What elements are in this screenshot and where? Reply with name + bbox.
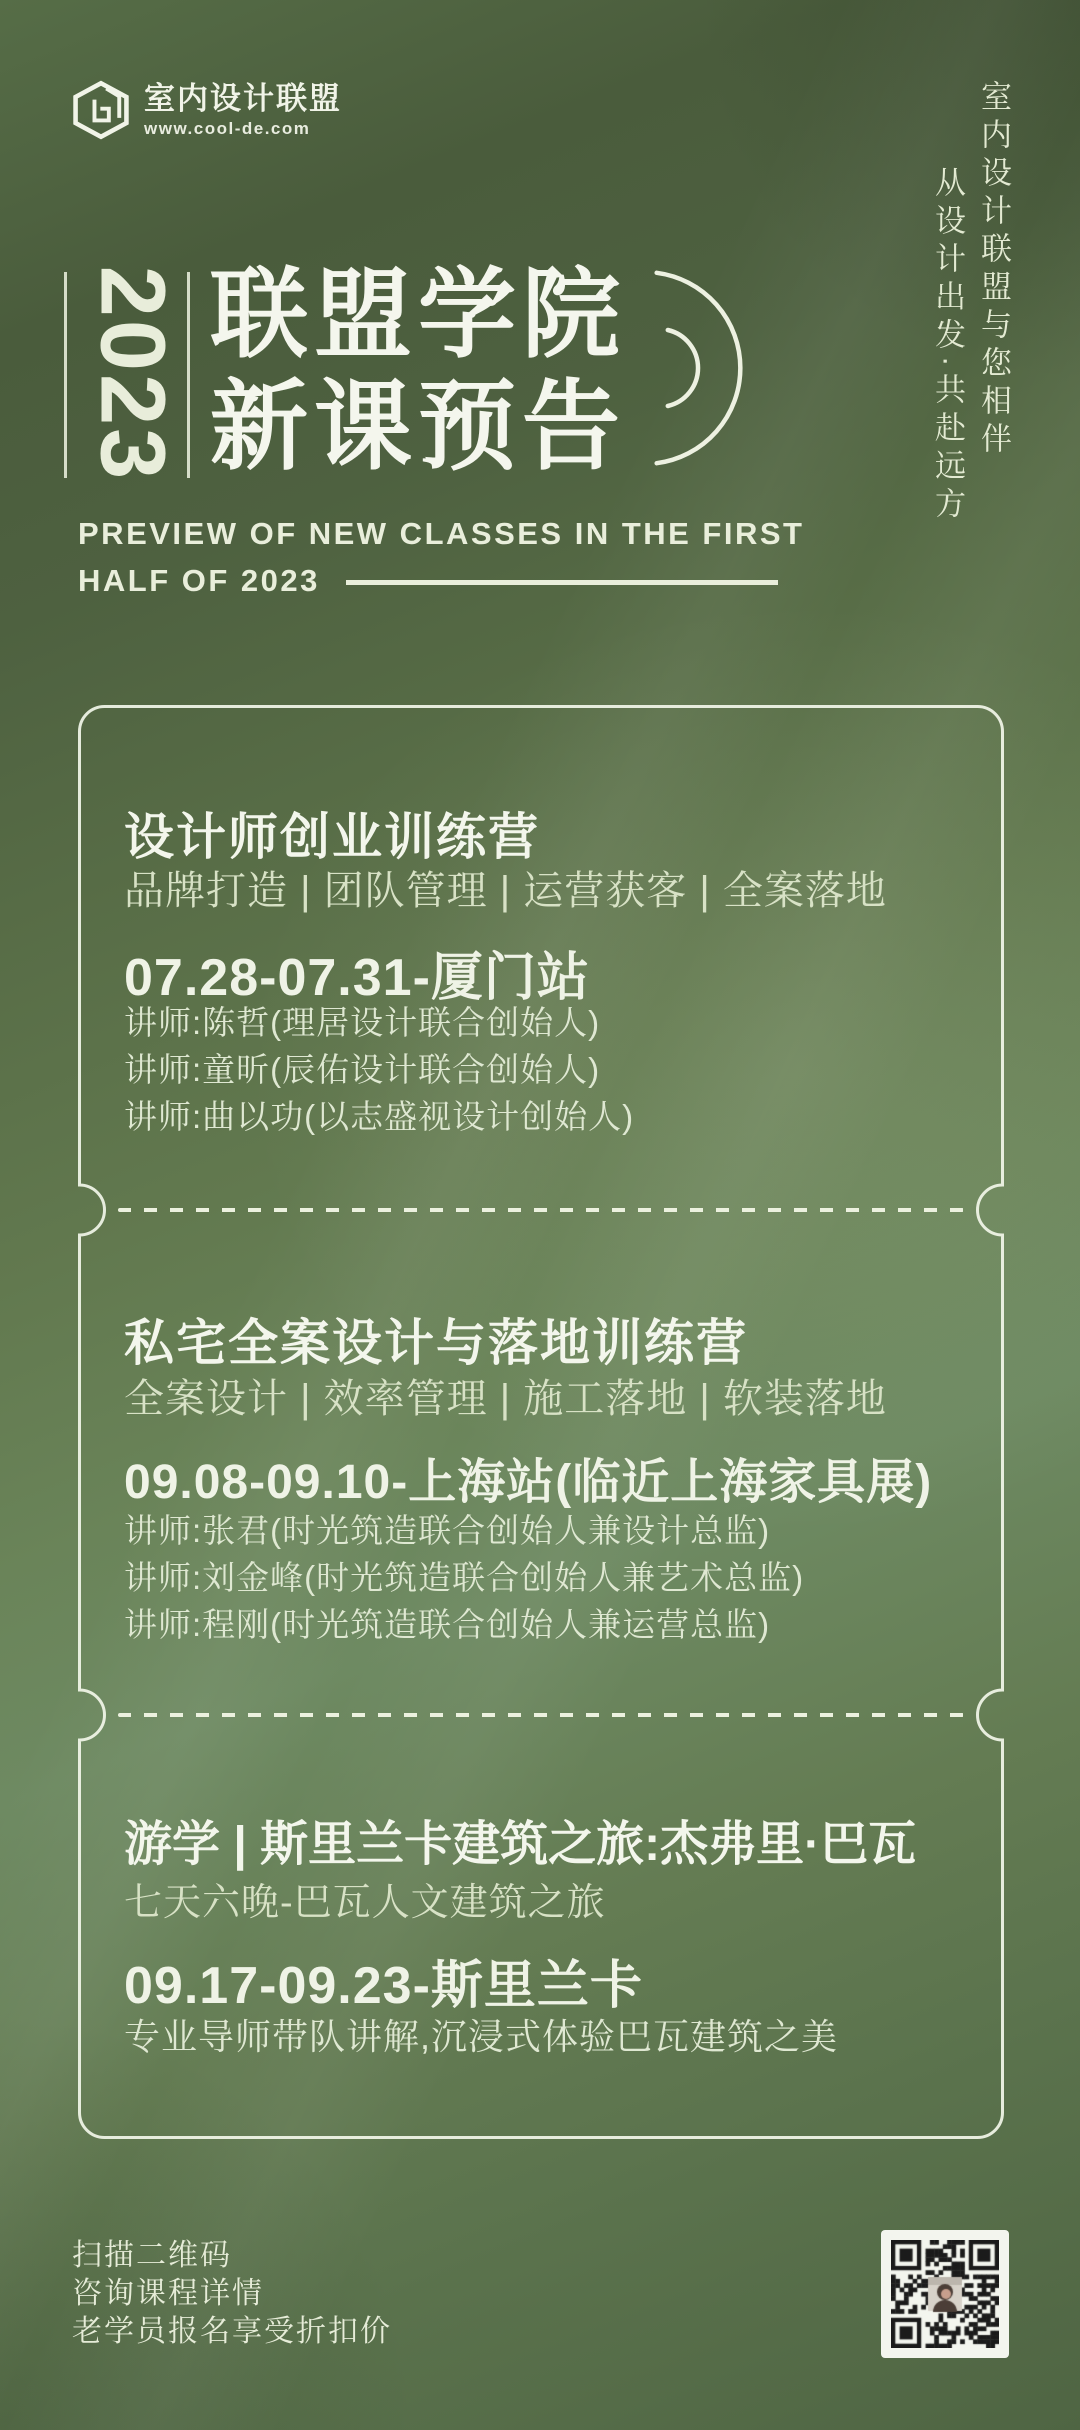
course-1-schedule: 07.28-07.31-厦门站	[124, 949, 590, 1007]
course-1-lecturers	[124, 999, 634, 1140]
course-3-title: 游学 | 斯里兰卡建筑之旅:杰弗里·巴瓦	[124, 1818, 917, 1871]
poster-title-line2: 新课预告	[210, 371, 627, 481]
ticket-dashed-divider	[118, 1713, 964, 1717]
course-3-tags: 七天六晚-巴瓦人文建筑之旅	[124, 1882, 606, 1924]
year-label-wrap	[76, 265, 188, 483]
lecturer-line: 讲师:陈哲(理居设计联合创始人)	[124, 1004, 601, 1041]
footer-text-block	[72, 2237, 392, 2351]
ticket-dashed-divider	[118, 1208, 964, 1212]
footer-line: 咨询课程详情	[72, 2277, 264, 2310]
year-divider-left	[64, 272, 67, 478]
course-card	[78, 705, 1004, 2139]
crescent-moon-icon	[545, 256, 750, 491]
course-2-schedule: 09.08-09.10-上海站(临近上海家具展)	[124, 1456, 933, 1509]
cube-logo-icon	[68, 80, 134, 140]
course-2-title: 私宅全案设计与落地训练营	[124, 1315, 748, 1371]
year-divider-right	[187, 272, 190, 478]
vertical-slogan-primary: 室内设计联盟与您相伴	[976, 80, 1011, 460]
poster-subtitle-line1: PREVIEW OF NEW CLASSES IN THE FIRST	[78, 516, 805, 551]
brand-text-block	[144, 82, 342, 139]
brand-logo	[68, 80, 342, 140]
subtitle-rule-line	[346, 580, 778, 585]
lecturer-line: 讲师:童昕(辰佑设计联合创始人)	[124, 1051, 601, 1088]
lecturer-line: 讲师:曲以功(以志盛视设计创始人)	[124, 1098, 635, 1135]
brand-name: 室内设计联盟	[144, 80, 342, 116]
brand-url: www.cool-de.com	[144, 118, 311, 138]
footer-line: 老学员报名享受折扣价	[72, 2315, 392, 2348]
poster-subtitle	[78, 510, 804, 604]
vertical-slogan-secondary: 从设计出发·共赴远方	[930, 166, 965, 526]
course-3-note: 专业导师带队讲解,沉浸式体验巴瓦建筑之美	[124, 2016, 839, 2057]
course-2-lecturers	[124, 1507, 804, 1648]
course-1-title: 设计师创业训练营	[124, 809, 540, 865]
course-2-tags: 全案设计 | 效率管理 | 施工落地 | 软装落地	[124, 1377, 887, 1421]
year-label: 2023	[81, 265, 184, 483]
course-1-tags: 品牌打造 | 团队管理 | 运营获客 | 全案落地	[124, 869, 887, 913]
lecturer-line: 讲师:张君(时光筑造联合创始人兼设计总监)	[124, 1512, 771, 1549]
qr-code	[881, 2230, 1009, 2358]
footer-line: 扫描二维码	[72, 2239, 232, 2272]
course-3-schedule: 09.17-09.23-斯里兰卡	[124, 1957, 643, 2015]
poster-subtitle-line2: HALF OF 2023	[78, 563, 320, 598]
lecturer-line: 讲师:刘金峰(时光筑造联合创始人兼艺术总监)	[124, 1559, 805, 1596]
qr-code-image	[891, 2240, 999, 2348]
lecturer-line: 讲师:程刚(时光筑造联合创始人兼运营总监)	[124, 1606, 771, 1643]
poster-title-line1: 联盟学院	[210, 259, 627, 369]
